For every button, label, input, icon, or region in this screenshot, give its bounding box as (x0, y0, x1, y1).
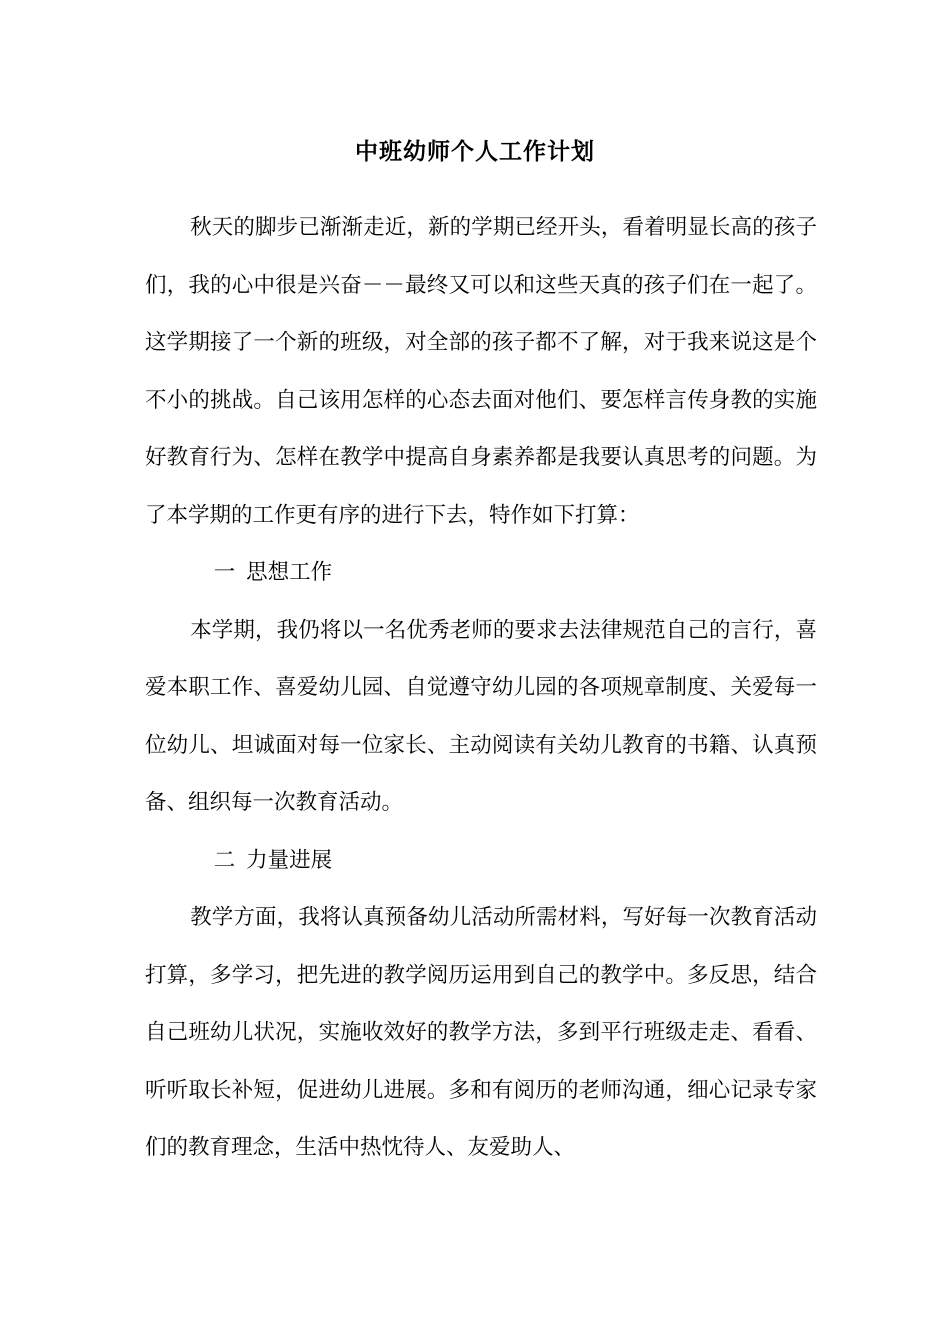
section-paragraph-ability-development: 教学方面，我将认真预备幼儿活动所需材料，写好每一次教育活动打算，多学习，把先进的教学阅历运用到自己的教学中。多反思，结合自己班幼儿状况，实施收效好的教学方法，多到平行班级走走、看看、听听取长补短，促进幼儿进展。多和有阅历的老师沟通，细心记录专家们的教育理念，生活中热忱待人、友爱助人、 (145, 905, 817, 1160)
section-paragraph-thought-work: 本学期，我仍将以一名优秀老师的要求去法律规范自己的言行，喜爱本职工作、喜爱幼儿园、自觉遵守幼儿园的各项规章制度、关爱每一位幼儿、坦诚面对每一位家长、主动阅读有关幼儿教育的书籍、认真预备、组织每一次教育活动。 (145, 617, 817, 815)
intro-paragraph: 秋天的脚步已渐渐走近，新的学期已经开头，看着明显长高的孩子们，我的心中很是兴奋－－最终又可以和这些天真的孩子们在一起了。这学期接了一个新的班级，对全部的孩子都不了解，对于我来说这是个不小的挑战。自己该用怎样的心态去面对他们、要怎样言传身教的实施好教育行为、怎样在教学中提高自身素养都是我要认真思考的问题。为了本学期的工作更有序的进行下去，特作如下打算： (145, 215, 817, 528)
document-body (145, 199, 817, 1177)
section-number: 二 (213, 847, 236, 873)
section-number: 一 (213, 560, 236, 585)
section-heading-label: 思想工作 (246, 560, 333, 585)
document-title: 中班幼师个人工作计划 (355, 138, 595, 165)
section-heading-thought-work (145, 544, 817, 602)
section-heading-ability-development (145, 832, 817, 890)
section-heading-label: 力量进展 (246, 847, 333, 873)
